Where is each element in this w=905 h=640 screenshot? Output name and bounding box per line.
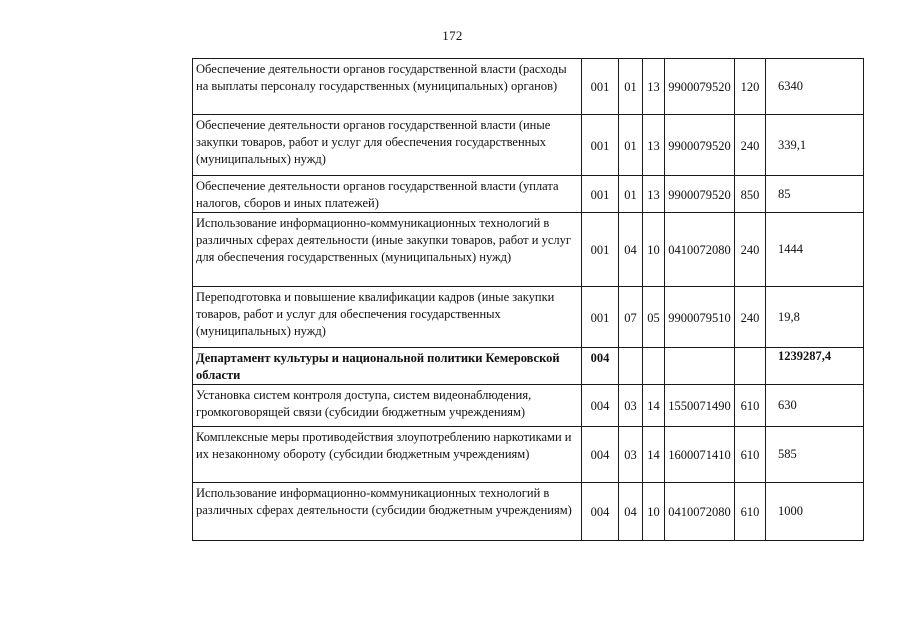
- section-code: 07: [619, 287, 643, 348]
- subsection-code: 13: [643, 115, 665, 176]
- expense-type-code: 850: [735, 176, 766, 213]
- row-description: Использование информационно-коммуникационных технологий в различных сферах деятельности (субсидии бюджетным учреждениям): [193, 483, 582, 541]
- ved-code: 004: [582, 385, 619, 427]
- ved-code: 001: [582, 176, 619, 213]
- section-code: 04: [619, 213, 643, 287]
- subsection-code: 05: [643, 287, 665, 348]
- target-article-code: 0410072080: [665, 483, 735, 541]
- ved-code: 001: [582, 287, 619, 348]
- amount: 1000: [766, 483, 864, 541]
- target-article-code: 9900079520: [665, 59, 735, 115]
- section-code: 01: [619, 115, 643, 176]
- subsection-code: 10: [643, 483, 665, 541]
- department-name: Департамент культуры и национальной политики Кемеровской области: [193, 348, 582, 385]
- expense-type-code: 240: [735, 213, 766, 287]
- row-description: Обеспечение деятельности органов государственной власти (расходы на выплаты персоналу государственных (муниципальных) органов): [193, 59, 582, 115]
- ved-code: 001: [582, 59, 619, 115]
- row-description: Комплексные меры противодействия злоупотреблению наркотиками и их незаконному обороту (субсидии бюджетным учреждениям): [193, 427, 582, 483]
- section-code: 03: [619, 385, 643, 427]
- amount: 585: [766, 427, 864, 483]
- subsection-code: [643, 348, 665, 385]
- page-number: 172: [442, 28, 463, 43]
- subsection-code: 10: [643, 213, 665, 287]
- section-code: 01: [619, 176, 643, 213]
- section-code: 01: [619, 59, 643, 115]
- ved-code: 001: [582, 213, 619, 287]
- row-description: Обеспечение деятельности органов государственной власти (уплата налогов, сборов и иных платежей): [193, 176, 582, 213]
- row-description: Обеспечение деятельности органов государственной власти (иные закупки товаров, работ и услуг для обеспечения государственных (муниципальных) нужд): [193, 115, 582, 176]
- table-row: [193, 59, 864, 115]
- subsection-code: 13: [643, 176, 665, 213]
- amount: 339,1: [766, 115, 864, 176]
- expense-type-code: 120: [735, 59, 766, 115]
- subsection-code: 14: [643, 385, 665, 427]
- row-description: Переподготовка и повышение квалификации кадров (иные закупки товаров, работ и услуг для обеспечения государственных (муниципальных) нужд): [193, 287, 582, 348]
- row-description: Установка систем контроля доступа, систем видеонаблюдения, громкоговорящей связи (субсидии бюджетным учреждениям): [193, 385, 582, 427]
- target-article-code: 1550071490: [665, 385, 735, 427]
- amount: 1444: [766, 213, 864, 287]
- table-row: [193, 287, 864, 348]
- target-article-code: 1600071410: [665, 427, 735, 483]
- table-row: [193, 176, 864, 213]
- expense-type-code: 240: [735, 115, 766, 176]
- target-article-code: 9900079520: [665, 115, 735, 176]
- expense-type-code: 610: [735, 483, 766, 541]
- amount: 6340: [766, 59, 864, 115]
- target-article-code: 9900079510: [665, 287, 735, 348]
- table-row: [193, 213, 864, 287]
- subsection-code: 14: [643, 427, 665, 483]
- target-article-code: 0410072080: [665, 213, 735, 287]
- target-article-code: [665, 348, 735, 385]
- table-row: [193, 385, 864, 427]
- budget-table-container: [192, 58, 864, 541]
- row-description: Использование информационно-коммуникационных технологий в различных сферах деятельности (иные закупки товаров, работ и услуг для обеспечения государственных (муниципальных) нужд): [193, 213, 582, 287]
- amount: 19,8: [766, 287, 864, 348]
- ved-code: 004: [582, 483, 619, 541]
- expense-type-code: 610: [735, 385, 766, 427]
- department-total-amount: 1239287,4: [766, 348, 864, 385]
- section-code: 03: [619, 427, 643, 483]
- ved-code: 004: [582, 348, 619, 385]
- subsection-code: 13: [643, 59, 665, 115]
- expense-type-code: [735, 348, 766, 385]
- ved-code: 001: [582, 115, 619, 176]
- expense-type-code: 240: [735, 287, 766, 348]
- table-row: [193, 483, 864, 541]
- budget-table: [192, 58, 864, 541]
- expense-type-code: 610: [735, 427, 766, 483]
- department-row: [193, 348, 864, 385]
- amount: 630: [766, 385, 864, 427]
- table-row: [193, 427, 864, 483]
- table-row: [193, 115, 864, 176]
- ved-code: 004: [582, 427, 619, 483]
- target-article-code: 9900079520: [665, 176, 735, 213]
- section-code: [619, 348, 643, 385]
- section-code: 04: [619, 483, 643, 541]
- amount: 85: [766, 176, 864, 213]
